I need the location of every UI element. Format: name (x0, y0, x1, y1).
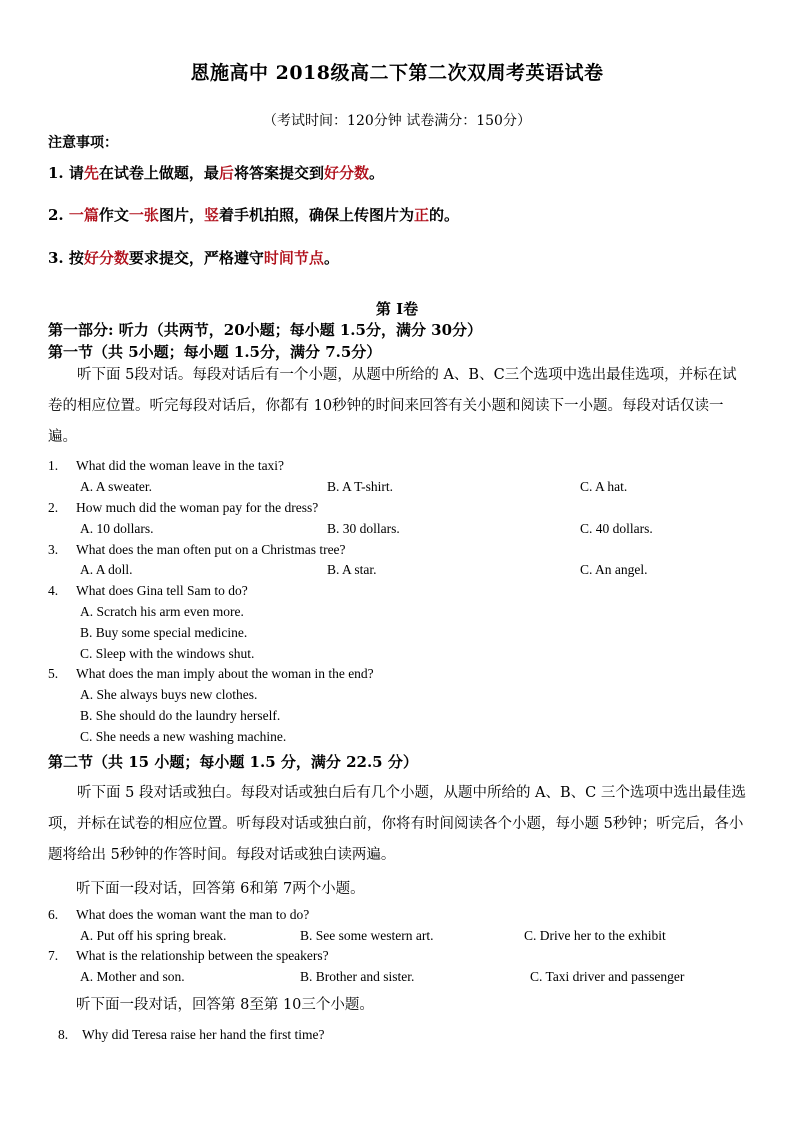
notice-text: 将答案提交到 (233, 164, 324, 182)
notice-text: 2. (48, 206, 69, 224)
option-b: B. A T-shirt. (327, 479, 394, 494)
notice-heading: 注意事项： (48, 135, 118, 151)
option-b: B. Buy some special medicine. (80, 625, 248, 640)
option-b: B. A star. (327, 562, 377, 577)
question-text: What does the man often put on a Christmas tree? (76, 542, 346, 557)
option-c: C. Drive her to the exhibit (524, 928, 666, 943)
option-b: B. Brother and sister. (300, 969, 415, 984)
notice-highlight: 先 (83, 164, 99, 182)
notice-highlight: 一张 (128, 206, 159, 224)
notice-text: 着手机拍照，确保上传图片为 (218, 206, 414, 224)
notice-highlight: 后 (218, 164, 234, 182)
question-text: What does the man imply about the woman in the end? (76, 666, 374, 681)
dialogue-lead: 听下面一段对话，回答第 6和第 7两个小题。 (76, 881, 365, 897)
part1-heading: 第一部分: 听力（共两节，20小题；每小题 1.5分，满分 30分） (48, 321, 483, 339)
option-a: A. Mother and son. (80, 969, 185, 984)
question-text: Why did Teresa raise her hand the first time? (82, 1027, 325, 1042)
notice-text: 在试卷上做题，最 (98, 164, 219, 182)
notice-highlight: 好分数 (323, 164, 369, 182)
section2-heading: 第二节（共 15 小题；每小题 1.5 分，满分 22.5 分） (48, 753, 418, 771)
notice-highlight: 竖 (203, 206, 219, 224)
question-number: 4. (48, 583, 59, 598)
option-c: C. An angel. (580, 562, 648, 577)
question-number: 7. (48, 948, 59, 963)
question-text: What does Gina tell Sam to do? (76, 583, 248, 598)
notice-highlight: 正 (413, 206, 429, 224)
option-a: A. Scratch his arm even more. (80, 604, 244, 619)
notice-item-2 (48, 204, 459, 225)
dialogue-lead: 听下面一段对话，回答第 8至第 10三个小题。 (76, 997, 374, 1013)
notice-item-1 (48, 162, 384, 183)
exam-title: 恩施高中 2018级高二下第二次双周考英语试卷 (190, 62, 604, 84)
option-a: A. She always buys new clothes. (80, 687, 258, 702)
question-number: 8. (58, 1027, 69, 1042)
notice-text: 。 (368, 164, 384, 182)
notice-text: 3. 按 (48, 249, 84, 267)
section2-instructions: 听下面 5 段对话或独白。每段对话或独白后有几个小题，从题中所给的 A、B、C 三个选项中选出最佳选项，并标在试卷的相应位置。听每段对话或独白前，你将有时间阅读各个小题，每小题 5秒钟；听完后，各小题将给出 5秒钟的作答时间。每段对话或独白读两遍。 (48, 785, 746, 863)
section1-instructions: 听下面 5段对话。每段对话后有一个小题，从题中所给的 A、B、C三个选项中选出最佳选项，并标在试卷的相应位置。听完每段对话后，你都有 10秒钟的时间来回答有关小题和阅读下一小题。每段对话仅读一遍。 (48, 367, 737, 445)
section1-heading: 第一节（共 5小题；每小题 1.5分，满分 7.5分） (48, 343, 382, 361)
notice-text: 要求提交，严格遵守 (128, 249, 264, 267)
question-text: How much did the woman pay for the dress? (76, 500, 319, 515)
option-a: A. A doll. (80, 562, 133, 577)
question-number: 1. (48, 458, 59, 473)
notice-text: 的。 (429, 206, 460, 224)
question-number: 5. (48, 666, 59, 681)
question-text: What does the woman want the man to do? (76, 907, 310, 922)
option-c: C. Taxi driver and passenger (530, 969, 685, 984)
notice-text: 图片， (158, 206, 204, 224)
question-number: 2. (48, 500, 59, 515)
option-a: A. 10 dollars. (80, 521, 154, 536)
notice-text: 作文 (98, 206, 129, 224)
notice-highlight: 好分数 (83, 249, 129, 267)
notice-text: 。 (323, 249, 339, 267)
volume-heading: 第 I卷 (375, 300, 419, 318)
question-text: What is the relationship between the speakers? (76, 948, 329, 963)
option-a: A. A sweater. (80, 479, 152, 494)
option-a: A. Put off his spring break. (80, 928, 227, 943)
option-c: C. A hat. (580, 479, 628, 494)
question-text: What did the woman leave in the taxi? (76, 458, 285, 473)
notice-highlight: 时间节点 (263, 249, 324, 267)
notice-item-3 (48, 247, 339, 268)
question-number: 3. (48, 542, 59, 557)
option-c: C. 40 dollars. (580, 521, 653, 536)
question-number: 6. (48, 907, 59, 922)
option-b: B. She should do the laundry herself. (80, 708, 281, 723)
option-c: C. She needs a new washing machine. (80, 729, 287, 744)
notice-text: 1. 请 (48, 164, 84, 182)
option-b: B. See some western art. (300, 928, 434, 943)
option-c: C. Sleep with the windows shut. (80, 646, 255, 661)
exam-subtitle: （考试时间：120分钟 试卷满分：150分） (263, 113, 531, 129)
option-b: B. 30 dollars. (327, 521, 400, 536)
notice-highlight: 一篇 (68, 206, 99, 224)
